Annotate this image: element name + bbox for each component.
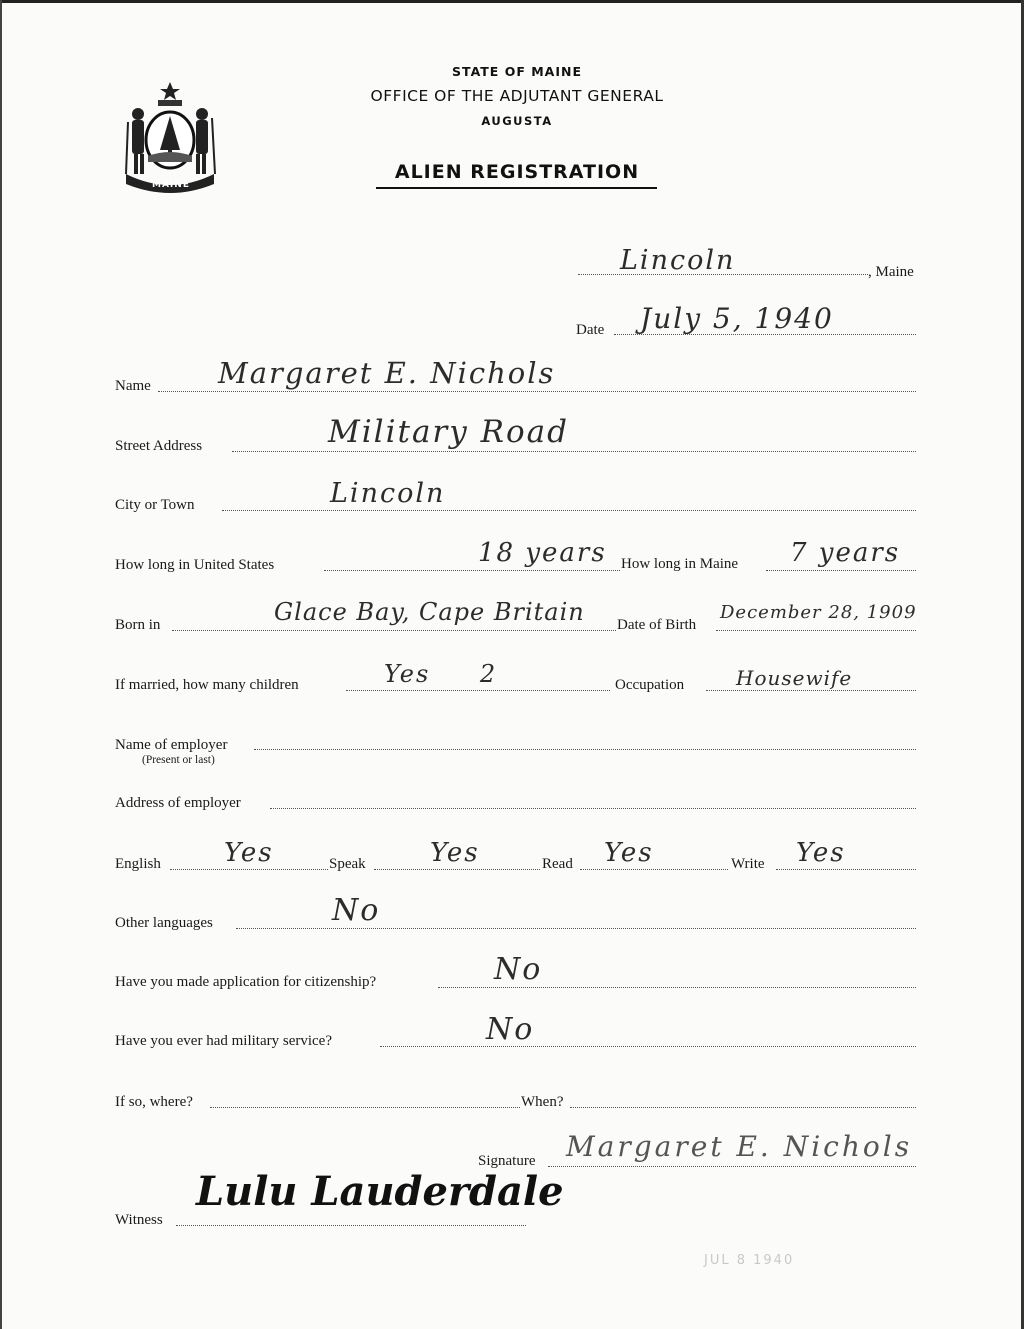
military-label: Have you ever had military service? — [115, 1033, 332, 1049]
witness-line — [176, 1225, 526, 1226]
read-label: Read — [542, 856, 573, 872]
married-children-line — [346, 690, 610, 691]
english-label: English — [115, 856, 161, 872]
how-long-maine-label: How long in Maine — [621, 556, 739, 572]
scan-edge-top — [0, 0, 1024, 3]
employer-name-label: Name of employer — [115, 737, 228, 753]
how-long-us-label: How long in United States — [115, 557, 275, 573]
married-children-value: Yes 2 — [384, 660, 498, 688]
maine-label: , Maine — [868, 264, 914, 280]
employer-address-line — [270, 808, 916, 809]
read-line — [580, 869, 728, 870]
write-value: Yes — [796, 838, 846, 868]
married-children-label: If married, how many children — [115, 677, 299, 693]
when-line — [570, 1107, 916, 1108]
how-long-maine-value: 7 years — [790, 538, 901, 568]
occupation-value: Housewife — [736, 666, 853, 690]
street-line — [232, 451, 916, 452]
scan-edge-left — [0, 0, 2, 1329]
military-value: No — [486, 1012, 535, 1047]
english-line — [170, 869, 328, 870]
date-of-birth-value: December 28, 1909 — [720, 602, 917, 623]
other-languages-label: Other languages — [115, 915, 213, 931]
speak-value: Yes — [430, 838, 480, 868]
street-label: Street Address — [115, 438, 203, 454]
employer-address-label: Address of employer — [115, 795, 241, 811]
when-label: When? — [521, 1094, 564, 1110]
citizenship-label: Have you made application for citizenship? — [115, 974, 377, 990]
signature-line — [548, 1166, 916, 1167]
how-long-us-line — [324, 570, 620, 571]
date-of-birth-label: Date of Birth — [617, 617, 697, 633]
english-value: Yes — [224, 838, 274, 868]
born-in-value: Glace Bay, Cape Britain — [274, 598, 585, 626]
city-line — [222, 510, 916, 511]
speak-line — [374, 869, 540, 870]
where-line — [210, 1107, 520, 1108]
other-languages-value: No — [332, 893, 381, 928]
born-in-label: Born in — [115, 617, 161, 633]
write-line — [776, 869, 916, 870]
received-stamp: JUL 8 1940 — [704, 1253, 795, 1268]
witness-label: Witness — [115, 1212, 163, 1228]
citizenship-line — [438, 987, 916, 988]
employer-note: (Present or last) — [142, 754, 215, 766]
read-value: Yes — [604, 838, 654, 868]
town-value: Lincoln — [620, 245, 736, 276]
street-value: Military Road — [328, 414, 569, 450]
occupation-label: Occupation — [615, 677, 685, 693]
signature-label: Signature — [478, 1153, 536, 1169]
witness-value: Lulu Lauderdale — [196, 1168, 564, 1215]
form-title: ALIEN REGISTRATION — [394, 161, 640, 183]
name-value: Margaret E. Nichols — [218, 356, 556, 390]
city-value: Lincoln — [330, 478, 446, 509]
occupation-line — [706, 690, 916, 691]
title-underline — [376, 187, 657, 189]
how-long-maine-line — [766, 570, 916, 571]
header-office: OFFICE OF THE ADJUTANT GENERAL — [370, 87, 664, 105]
name-label: Name — [115, 378, 151, 394]
header-city: AUGUSTA — [481, 114, 553, 128]
military-line — [380, 1046, 916, 1047]
date-value: July 5, 1940 — [640, 302, 834, 335]
write-label: Write — [731, 856, 765, 872]
seal-lettering: MAINE — [152, 180, 190, 190]
how-long-us-value: 18 years — [478, 538, 607, 568]
city-label: City or Town — [115, 497, 195, 513]
other-languages-line — [236, 928, 916, 929]
header-state: STATE OF MAINE — [452, 64, 582, 79]
date-label: Date — [576, 322, 605, 338]
employer-name-line — [254, 749, 916, 750]
speak-label: Speak — [329, 856, 366, 872]
signature-value: Margaret E. Nichols — [566, 1130, 913, 1163]
date-of-birth-line — [716, 630, 916, 631]
born-in-line — [172, 630, 616, 631]
if-so-where-label: If so, where? — [115, 1094, 193, 1110]
name-line — [158, 391, 916, 392]
citizenship-value: No — [494, 952, 543, 987]
